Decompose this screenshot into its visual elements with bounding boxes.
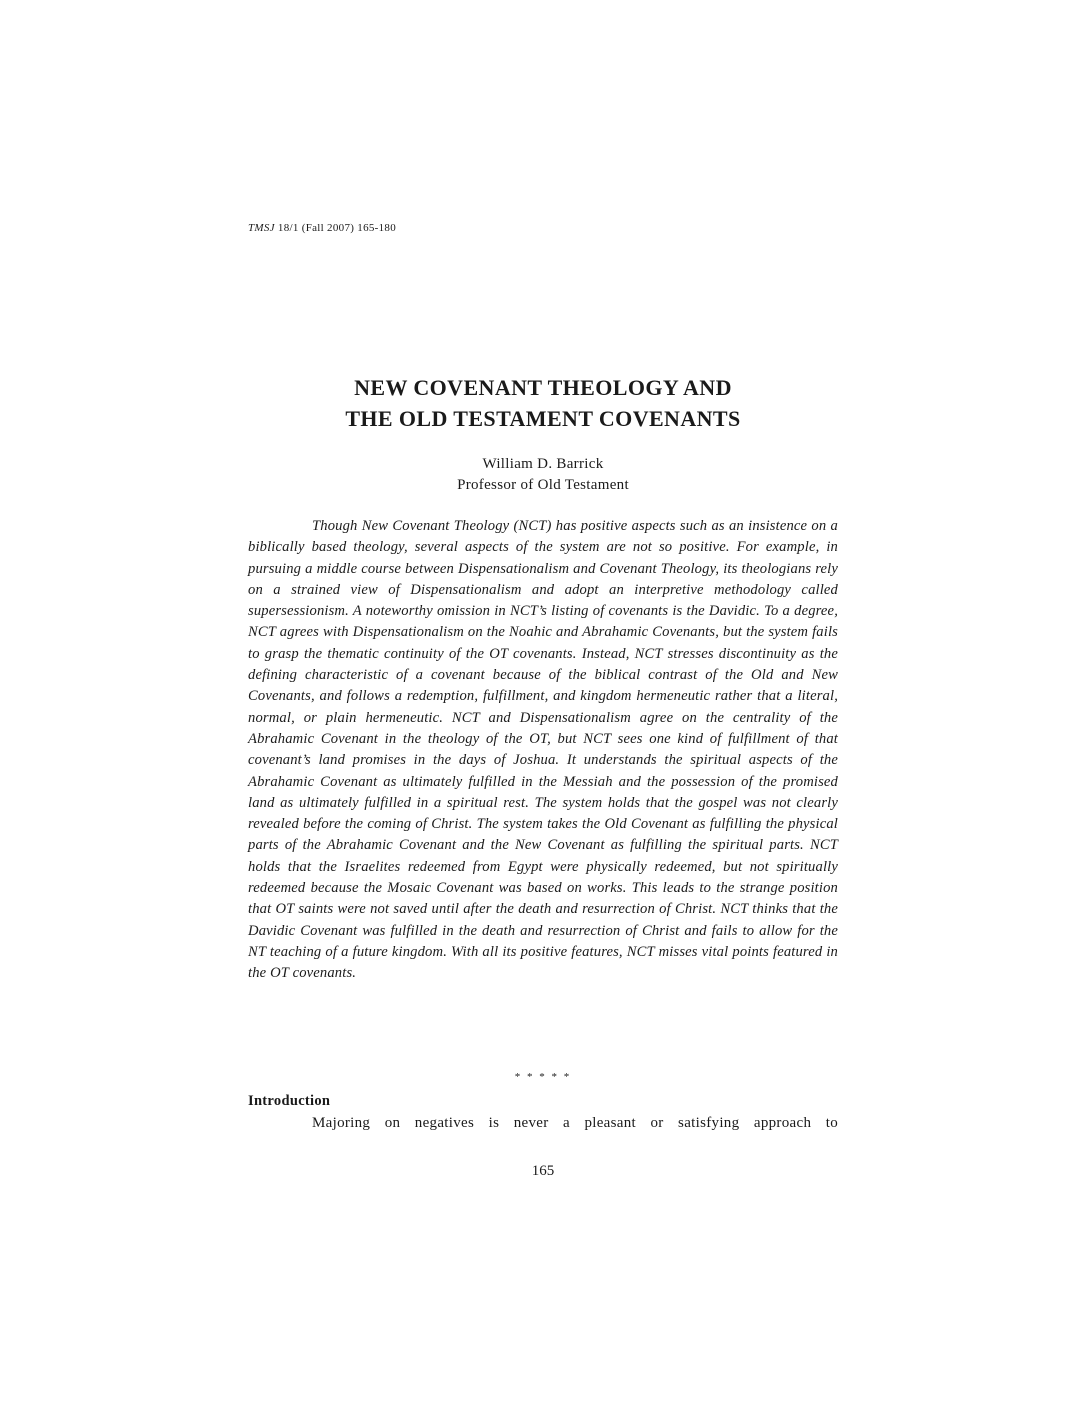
author-position: Professor of Old Testament (457, 477, 629, 493)
author-name: William D. Barrick (482, 456, 604, 472)
author-block (248, 454, 838, 496)
journal-citation: 18/1 (Fall 2007) 165-180 (274, 222, 397, 234)
title-line-1: NEW COVENANT THEOLOGY AND (354, 375, 732, 400)
abstract: Though New Covenant Theology (NCT) has positive aspects such as an insistence on a biblically based theology, several aspects of the system are not so positive. For example, in pursuing a middle course between Dispensationalism and Covenant Theology, its theologians rely on a strained view of Dispensationalism and adopt an interpretive methodology called supersessionism. A noteworthy omission in NCT’s listing of covenants is the Davidic. To a degree, NCT agrees with Dispensationalism on the Noahic and Abrahamic Covenants, but the system fails to grasp the thematic continuity of the OT covenants. Instead, NCT stresses discontinuity as the defining characteristic of a covenant because of the biblical contrast of the Old and New Covenants, and follows a redemption, fulfillment, and kingdom hermeneutic rather that a literal, normal, or plain hermeneutic. NCT and Dispensationalism agree on the centrality of the Abrahamic Covenant in the theology of the OT, but NCT sees one kind of fulfillment of that covenant’s land promises in the days of Joshua. It understands the spiritual aspects of the Abrahamic Covenant as ultimately fulfilled in the Messiah and the possession of the promised land as ultimately fulfilled in a spiritual rest. The system holds that the gospel was not clearly revealed before the coming of Christ. The system takes the Old Covenant as fulfilling the physical parts of the Abrahamic Covenant and the New Covenant as fulfilling the spiritual parts. NCT holds that the Israelites redeemed from Egypt were physically redeemed, but not spiritually redeemed because the Mosaic Covenant was based on works. This leads to the strange position that OT saints were not saved until after the death and resurrection of Christ. NCT thinks that the Davidic Covenant was fulfilled in the death and resurrection of Christ and fails to allow for the NT teaching of a future kingdom. With all its positive features, NCT misses vital points featured in the OT covenants. (248, 518, 838, 982)
section-separator: * * * * * (514, 1071, 572, 1083)
article-title (248, 372, 838, 434)
page-number: 165 (531, 1163, 555, 1179)
journal-abbreviation: TMSJ (248, 222, 275, 234)
title-line-2: THE OLD TESTAMENT COVENANTS (345, 406, 741, 431)
body-paragraph: Majoring on negatives is never a pleasant or satisfying approach to (312, 1115, 838, 1131)
running-head (248, 222, 396, 234)
section-heading: Introduction (248, 1093, 331, 1109)
